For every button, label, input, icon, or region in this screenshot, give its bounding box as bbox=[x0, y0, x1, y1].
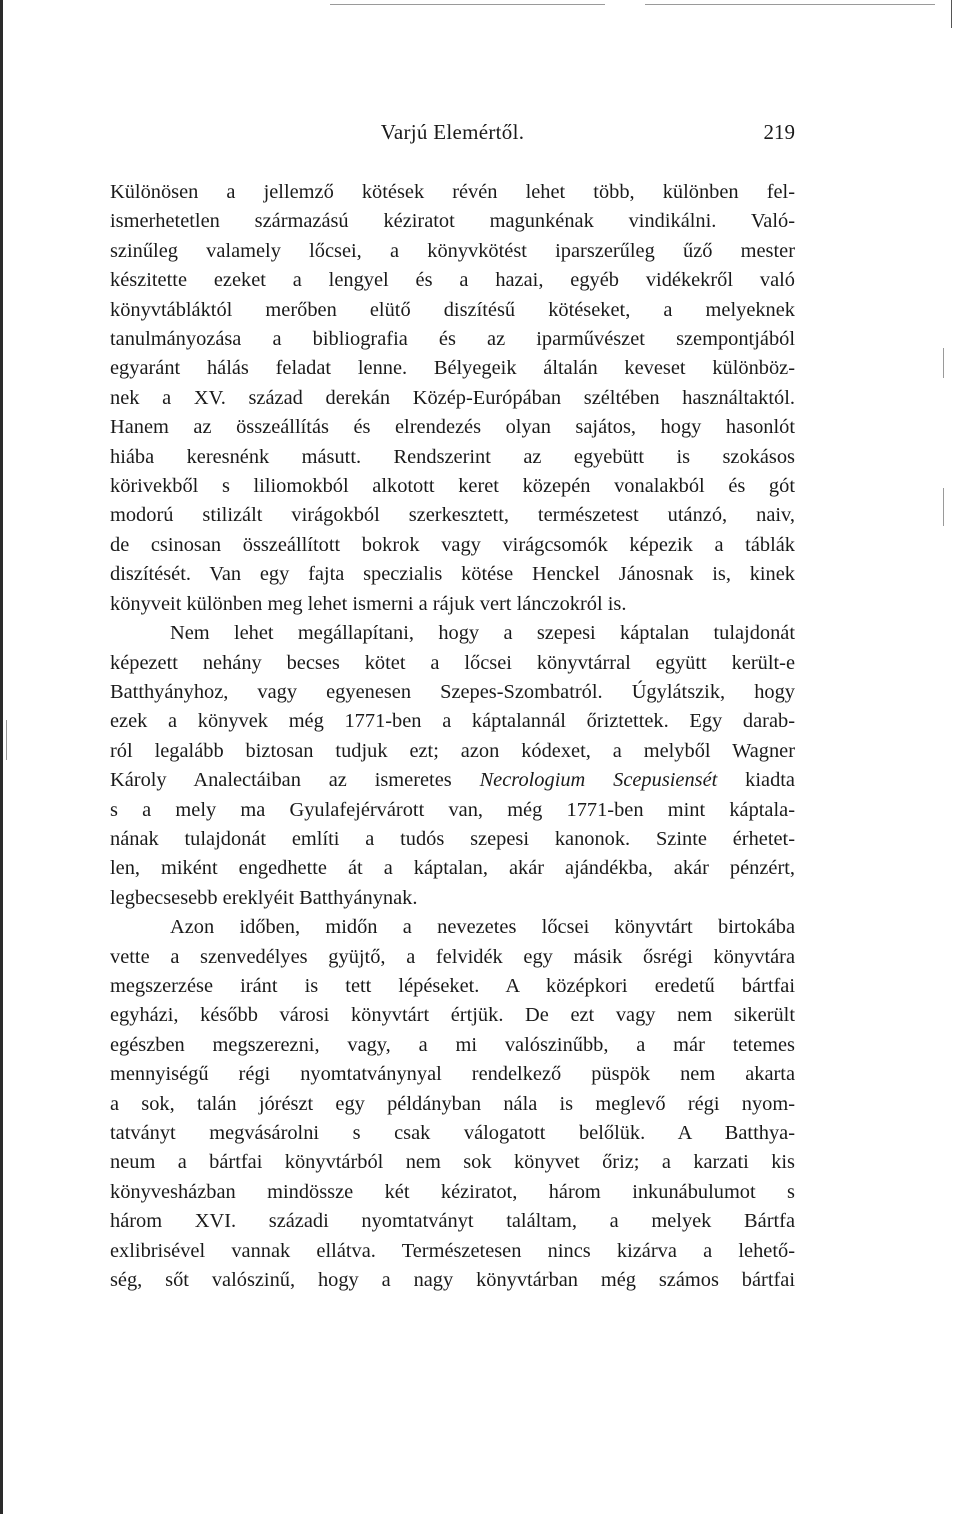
margin-mark bbox=[6, 720, 7, 760]
text-line: mennyiségű régi nyomtatványnyal rendelkező püspök nem akarta bbox=[110, 1063, 795, 1086]
text-line: diszítését. Van egy fajta speczialis kötése Henckel Jánosnak is, kinek bbox=[110, 563, 795, 586]
text-line: könyvesházban mindössze két kéziratot, három inkunábulumot s bbox=[110, 1180, 795, 1203]
paragraph-3 bbox=[110, 913, 795, 1295]
text-line: Különösen a jellemző kötések révén lehet több, különben fel- bbox=[110, 181, 795, 203]
text-line: Azon időben, midőn a nevezetes lőcsei könyvtárt birtokába bbox=[170, 916, 795, 939]
text-line: Károly Analectáiban az ismeretes Necrologium Scepusiensét kiadta bbox=[110, 769, 795, 792]
text-line: ismerhetetlen származású kéziratot magunkénak vindikálni. Való- bbox=[110, 210, 795, 233]
page-number: 219 bbox=[763, 120, 795, 144]
text-line: exlibrisével vannak ellátva. Természetesen nincs kizárva a lehető- bbox=[110, 1239, 795, 1262]
text-line: körivekből s liliomokból alkotott keret közepén vonalakból és gót bbox=[110, 475, 795, 498]
margin-mark bbox=[951, 0, 952, 28]
text-line: ezek a könyvek még 1771-ben a káptalannál őriztettek. Egy darab- bbox=[110, 710, 795, 733]
text-line: képezett nehány becses kötet a lőcsei könyvtárral együtt került-e bbox=[110, 651, 795, 674]
margin-mark bbox=[943, 348, 944, 378]
text-line: tanulmányozása a bibliografia és az iparművészet szempontjából bbox=[110, 328, 795, 351]
text-line: nek a XV. század derekán Közép-Európában széltében használtaktól. bbox=[110, 386, 795, 409]
text-line: könyvtábláktól merőben elütő diszítésű kötéseket, a melyeknek bbox=[110, 298, 795, 321]
text-line: tatványt megvásárolni s csak válogatott belőlük. A Batthya- bbox=[110, 1122, 795, 1144]
text-line: három XVI. századi nyomtatványt találtam, a melyek Bártfa bbox=[110, 1210, 795, 1233]
text-line: len, miként engedhette át a káptalan, akár ajándékba, akár pénzért, bbox=[110, 857, 795, 880]
text-line: a sok, talán jórészt egy példányban nála is meglevő régi nyom- bbox=[110, 1092, 795, 1115]
text-line: hiába keresnénk másutt. Rendszerint az egyebütt is szokásos bbox=[110, 445, 795, 468]
paragraph-2 bbox=[110, 619, 795, 913]
text-line: ség, sőt valószinű, hogy a nagy könyvtárban még számos bártfai bbox=[110, 1269, 795, 1292]
text-line: könyveit különben meg lehet ismerni a rájuk vert lánczokról is. bbox=[110, 592, 627, 615]
text-line: Batthyányhoz, vagy egyenesen Szepes-Szombatról. Úgylátszik, hogy bbox=[110, 680, 795, 703]
text-line: egészben megszerezni, vagy, a mi valószinűbb, a már tetemes bbox=[110, 1033, 795, 1056]
text-line: vette a szenvedélyes gyüjtő, a felvidék egy másik ősrégi könyvtára bbox=[110, 945, 795, 968]
text-line: Hanem az összeállítás és elrendezés olyan sajátos, hogy hasonlót bbox=[110, 416, 795, 439]
text-line: egyházi, később városi könyvtárt értjük. De ezt vagy nem sikerült bbox=[110, 1004, 795, 1027]
running-head-title: Varjú Elemértől. bbox=[380, 120, 525, 144]
text-line: készitette ezeket a lengyel és a hazai, egyéb vidékekről való bbox=[110, 269, 795, 292]
text-line: szinűleg valamely lőcsei, a könyvkötést iparszerűleg űző mester bbox=[110, 239, 795, 262]
text-line: megszerzése iránt is tett lépéseket. A középkori eredetű bártfai bbox=[110, 974, 795, 997]
text-line: legbecsesebb ereklyéit Batthyánynak. bbox=[110, 886, 418, 909]
text-line: modorú stilizált virágokból szerkesztett, természetest utánzó, naiv, bbox=[110, 504, 795, 527]
text-line: ról legalább biztosan tudjuk ezt; azon kódexet, a melyből Wagner bbox=[110, 739, 795, 762]
italic-title: Necrologium Scepusiensét bbox=[479, 769, 718, 792]
text-line: s a mely ma Gyulafejérvárott van, még 1771-ben mint káptala- bbox=[110, 798, 795, 821]
scan-left-edge bbox=[0, 0, 3, 1514]
body-text bbox=[110, 178, 795, 1295]
scan-top-rule bbox=[330, 4, 605, 5]
text-line: Nem lehet megállapítani, hogy a szepesi káptalan tulajdonát bbox=[170, 622, 795, 645]
text-line: neum a bártfai könyvtárból nem sok könyvet őriz; a karzati kis bbox=[110, 1151, 795, 1174]
scan-top-rule bbox=[645, 4, 935, 5]
text-line: nának tulajdonát említi a tudós szepesi kanonok. Szinte érhetet- bbox=[110, 827, 795, 850]
running-head bbox=[110, 120, 795, 154]
text-line: de csinosan összeállított bokrok vagy virágcsomók képezik a táblák bbox=[110, 533, 795, 556]
text-line: egyaránt hálás feladat lenne. Bélyegeik általán keveset különböz- bbox=[110, 357, 795, 380]
paragraph-1 bbox=[110, 178, 795, 619]
book-page bbox=[110, 120, 795, 1295]
margin-mark bbox=[943, 488, 944, 526]
